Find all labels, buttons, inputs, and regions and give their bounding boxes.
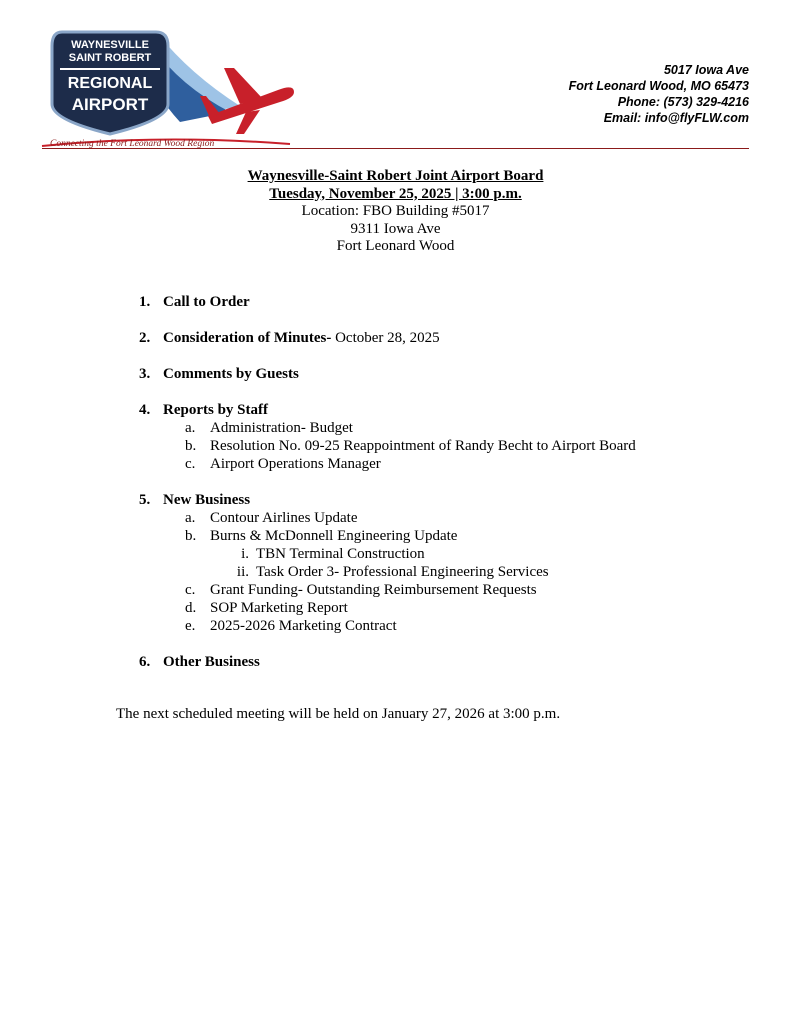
agenda-subitem: d. SOP Marketing Report: [185, 600, 348, 616]
agenda-title: Reports by Staff: [163, 402, 268, 418]
agenda-title: Call to Order: [163, 294, 250, 310]
agenda-subsubitem: i. TBN Terminal Construction: [241, 546, 425, 562]
agenda-item: [139, 401, 636, 419]
agenda-subsubitem: ii. Task Order 3- Professional Engineering Services: [236, 564, 549, 580]
agenda-item: [139, 653, 636, 671]
logo-line1: WAYNESVILLE: [71, 39, 149, 51]
agenda-item: [139, 329, 636, 347]
board-title: Waynesville-Saint Robert Joint Airport Board: [247, 168, 544, 184]
agenda-number: 1.: [139, 294, 151, 310]
contact-phone: Phone: (573) 329-4216: [617, 95, 749, 109]
meeting-header: [0, 168, 791, 256]
logo-line3: REGIONAL: [67, 75, 153, 92]
agenda-subitem: e. 2025-2026 Marketing Contract: [185, 618, 397, 634]
agenda-subitem: b. Burns & McDonnell Engineering Update: [185, 528, 458, 544]
agenda-title: Other Business: [163, 654, 260, 670]
meeting-date: Tuesday, November 25, 2025 | 3:00 p.m.: [269, 185, 522, 202]
header-divider: [42, 148, 749, 149]
agenda-item: [139, 491, 636, 509]
agenda-list: [139, 293, 636, 671]
contact-email[interactable]: Email: info@flyFLW.com: [603, 111, 749, 125]
agenda-item: [139, 293, 636, 311]
logo-tagline: Connecting the Fort Leonard Wood Region: [50, 139, 215, 149]
agenda-number: 5.: [139, 492, 151, 508]
agenda-number: 4.: [139, 402, 151, 418]
meeting-street: 9311 Iowa Ave: [350, 220, 441, 237]
agenda-number: 3.: [139, 366, 151, 382]
contact-block: [569, 62, 749, 126]
agenda-number: 6.: [139, 654, 151, 670]
contact-city: Fort Leonard Wood, MO 65473: [568, 79, 749, 93]
agenda-number: 2.: [139, 330, 151, 346]
agenda-title: Consideration of Minutes-: [163, 330, 332, 346]
next-meeting-note: The next scheduled meeting will be held on January 27, 2026 at 3:00 p.m.: [116, 706, 561, 722]
airport-logo-graphic: [40, 24, 310, 154]
agenda-subitem: c. Grant Funding- Outstanding Reimbursement Requests: [185, 582, 537, 598]
agenda-subitem: a. Administration- Budget: [185, 420, 353, 436]
agenda-detail: October 28, 2025: [331, 330, 440, 346]
agenda-subitem: c. Airport Operations Manager: [185, 456, 381, 472]
agenda-item: [139, 365, 636, 383]
agenda-subitem: b. Resolution No. 09-25 Reappointment of Randy Becht to Airport Board: [185, 438, 636, 454]
logo-line4: AIRPORT: [71, 95, 149, 114]
meeting-city: Fort Leonard Wood: [336, 238, 455, 254]
agenda-subitem: a. Contour Airlines Update: [185, 510, 358, 526]
logo-line2: SAINT ROBERT: [68, 52, 152, 64]
airport-logo: [40, 24, 310, 154]
meeting-location: Location: FBO Building #5017: [301, 203, 490, 219]
agenda-title: New Business: [163, 492, 251, 508]
agenda-title: Comments by Guests: [163, 366, 299, 382]
contact-address: 5017 Iowa Ave: [663, 63, 749, 77]
